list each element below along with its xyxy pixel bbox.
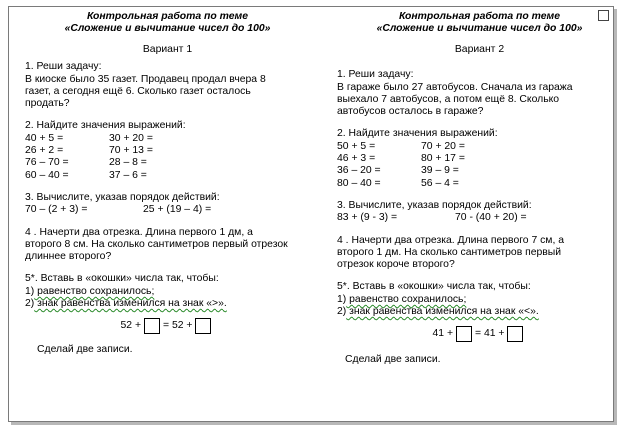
expression: 70 + 20 =: [421, 140, 465, 152]
expression: 25 + (19 – 4) =: [143, 204, 212, 216]
expression-row: [25, 170, 310, 182]
condition-number: 2): [337, 306, 347, 318]
title-line-1: Контрольная работа по теме: [399, 11, 560, 22]
expression: 39 – 9 =: [421, 165, 459, 177]
expression: 36 – 20 =: [337, 165, 381, 177]
condition-text: равенство сохранилось;: [346, 293, 467, 305]
task-4-text-line: длиннее второго?: [25, 251, 112, 263]
answer-box[interactable]: [195, 318, 211, 334]
task-3-title: 3. Вычислите, указав порядок действий:: [337, 199, 532, 211]
expression-row: [337, 178, 622, 190]
task-1-text-line: продать?: [25, 98, 70, 110]
task-1-text-line: выехало 7 автобусов, а потом ещё 8. Сколько: [337, 93, 560, 105]
expression-row: [25, 145, 310, 157]
expression: 28 – 8 =: [109, 157, 147, 169]
variant-2-column: [337, 11, 622, 367]
task-5-title: 5*. Вставь в «окошки» числа так, чтобы:: [25, 273, 219, 285]
variant-1-column: [25, 11, 310, 357]
expression-row: [25, 133, 310, 145]
task-5-note: Сделай две записи.: [345, 354, 441, 366]
task-5-note: Сделай две записи.: [37, 344, 133, 356]
equation-left: 52 +: [120, 320, 142, 332]
task-1-title: 1. Реши задачу:: [337, 69, 414, 81]
order-expression-row: [25, 204, 310, 216]
condition-number: 2): [25, 298, 35, 310]
title-variant-1: [25, 11, 310, 35]
expression: 70 + 13 =: [109, 145, 153, 157]
task-2-title: 2. Найдите значения выражений:: [337, 128, 498, 140]
equation-right: = 52 +: [163, 320, 193, 332]
title-line-2: «Сложение и вычитание чисел до 100»: [64, 23, 271, 34]
condition-text: знак равенства изменился на знак «>».: [34, 298, 227, 310]
equation-right: = 41 +: [475, 328, 505, 340]
task-1-text-line: автобусов осталось в гараже?: [337, 106, 484, 118]
expression: 76 – 70 =: [25, 157, 69, 169]
condition-number: 1): [337, 293, 347, 305]
expression: 56 – 4 =: [421, 177, 459, 189]
task-5-condition: [25, 286, 310, 298]
expression: 80 – 40 =: [337, 177, 381, 189]
answer-box[interactable]: [507, 326, 523, 342]
task-4-text-line: 4 . Начерти два отрезка. Длина первого 7 см, а: [337, 234, 565, 246]
task-1-title: 1. Реши задачу:: [25, 61, 102, 73]
task-5-condition: [337, 294, 622, 306]
variant-label: Вариант 1: [142, 44, 193, 55]
task-1-text-line: В киоске было 35 газет. Продавец продал вчера 8: [25, 73, 266, 85]
title-variant-2: [337, 11, 622, 35]
expression: 70 - (40 + 20) =: [455, 212, 527, 224]
task-5-condition: [337, 306, 622, 318]
condition-text: знак равенства изменился на знак «<».: [346, 306, 539, 318]
expression: 37 – 6 =: [109, 169, 147, 181]
expression: 40 + 5 =: [25, 132, 64, 144]
expression: 70 – (2 + 3) =: [25, 204, 88, 216]
task-4-text-line: 4 . Начерти два отрезка. Длина первого 1 дм, а: [25, 226, 253, 238]
task-5-title: 5*. Вставь в «окошки» числа так, чтобы:: [337, 281, 531, 293]
equation-with-boxes: [337, 324, 622, 344]
task-3-title: 3. Вычислите, указав порядок действий:: [25, 191, 220, 203]
expression: 46 + 3 =: [337, 153, 376, 165]
expression: 30 + 20 =: [109, 132, 153, 144]
expression-row: [337, 153, 622, 165]
task-2-title: 2. Найдите значения выражений:: [25, 120, 186, 132]
expression-row: [337, 141, 622, 153]
task-5-condition: [25, 298, 310, 310]
order-expression-row: [337, 212, 622, 224]
expression-row: [337, 165, 622, 177]
expression: 80 + 17 =: [421, 153, 465, 165]
variant-label: Вариант 2: [454, 44, 505, 55]
expression: 83 + (9 - 3) =: [337, 212, 398, 224]
title-line-1: Контрольная работа по теме: [87, 11, 248, 22]
title-line-2: «Сложение и вычитание чисел до 100»: [376, 23, 583, 34]
expression: 26 + 2 =: [25, 145, 64, 157]
document-page: [8, 6, 614, 422]
task-4-text-line: второго 8 см. На сколько сантиметров первый отрезок: [25, 238, 288, 250]
answer-box[interactable]: [456, 326, 472, 342]
expression-row: [25, 157, 310, 169]
task-4-text-line: отрезок короче второго?: [337, 259, 455, 271]
condition-text: равенство сохранилось;: [34, 285, 155, 297]
task-1-text-line: В гараже было 27 автобусов. Сначала из гаража: [337, 81, 573, 93]
equation-left: 41 +: [432, 328, 454, 340]
expression: 50 + 5 =: [337, 140, 376, 152]
condition-number: 1): [25, 285, 35, 297]
task-4-text-line: второго 1 дм. На сколько сантиметров первый: [337, 246, 562, 258]
answer-box[interactable]: [144, 318, 160, 334]
equation-with-boxes: [25, 316, 310, 336]
task-1-text-line: газет, а сегодня ещё 6. Сколько газет осталось: [25, 85, 251, 97]
expression: 60 – 40 =: [25, 169, 69, 181]
